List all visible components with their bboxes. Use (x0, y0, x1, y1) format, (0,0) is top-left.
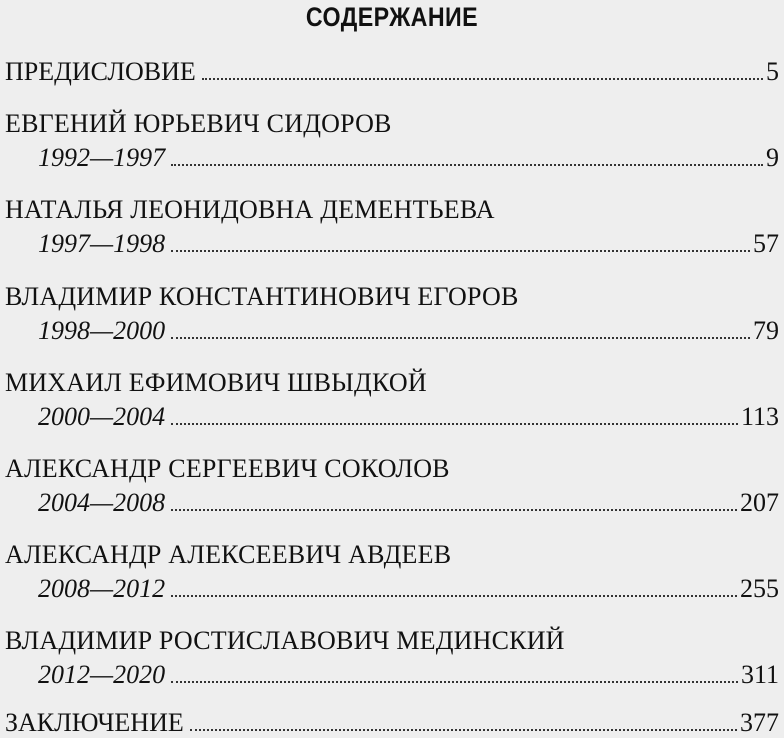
toc-years: 2008—2012 (38, 574, 166, 603)
toc-leader (171, 164, 763, 166)
toc-conclusion (5, 708, 779, 738)
toc-entry (38, 316, 779, 346)
toc-years: 2004—2008 (38, 488, 166, 517)
toc-page-number: 9 (766, 143, 779, 172)
toc-entry (38, 402, 779, 432)
toc-leader (190, 729, 737, 731)
toc-years: 1998—2000 (38, 316, 166, 345)
toc-years: 2012—2020 (38, 660, 166, 689)
toc-author-name: НАТАЛЬЯ ЛЕОНИДОВНА ДЕМЕНТЬЕВА (5, 195, 495, 224)
toc-preface (5, 57, 779, 87)
toc-entry (38, 143, 779, 173)
toc-years: 1997—1998 (38, 229, 166, 258)
toc-entry (38, 660, 779, 690)
toc-author-name: АЛЕКСАНДР АЛЕКСЕЕВИЧ АВДЕЕВ (5, 540, 452, 569)
toc-author-name: ВЛАДИМИР КОНСТАНТИНОВИЧ ЕГОРОВ (5, 282, 519, 311)
toc-leader (171, 423, 738, 425)
toc-page-number: 5 (766, 57, 779, 86)
toc-conclusion-label: ЗАКЛЮЧЕНИЕ (5, 708, 184, 737)
toc-years: 2000—2004 (38, 402, 166, 431)
toc-years: 1992—1997 (38, 143, 166, 172)
toc-page-number: 311 (740, 660, 779, 689)
toc-entry (38, 229, 779, 259)
toc-leader (171, 509, 737, 511)
toc-leader (171, 337, 750, 339)
toc-leader (171, 250, 750, 252)
toc-preface-label: ПРЕДИСЛОВИЕ (5, 57, 196, 86)
toc-page-number: 79 (753, 316, 779, 345)
toc-page-number: 255 (740, 574, 779, 603)
toc-leader (171, 681, 738, 683)
toc-page-number: 377 (740, 708, 779, 737)
toc-page-number: 113 (740, 402, 779, 431)
toc-author-name: МИХАИЛ ЕФИМОВИЧ ШВЫДКОЙ (5, 368, 427, 397)
toc-entry (38, 574, 779, 604)
page-title: СОДЕРЖАНИЕ (305, 2, 479, 32)
toc-author-name: ВЛАДИМИР РОСТИСЛАВОВИЧ МЕДИНСКИЙ (5, 626, 565, 655)
toc-author-name: АЛЕКСАНДР СЕРГЕЕВИЧ СОКОЛОВ (5, 454, 450, 483)
toc-leader (202, 78, 763, 80)
toc-entry (38, 488, 779, 518)
toc-page-number: 207 (740, 488, 779, 517)
toc-leader (171, 595, 737, 597)
toc-page-number: 57 (753, 229, 779, 258)
toc-author-name: ЕВГЕНИЙ ЮРЬЕВИЧ СИДОРОВ (5, 109, 392, 138)
